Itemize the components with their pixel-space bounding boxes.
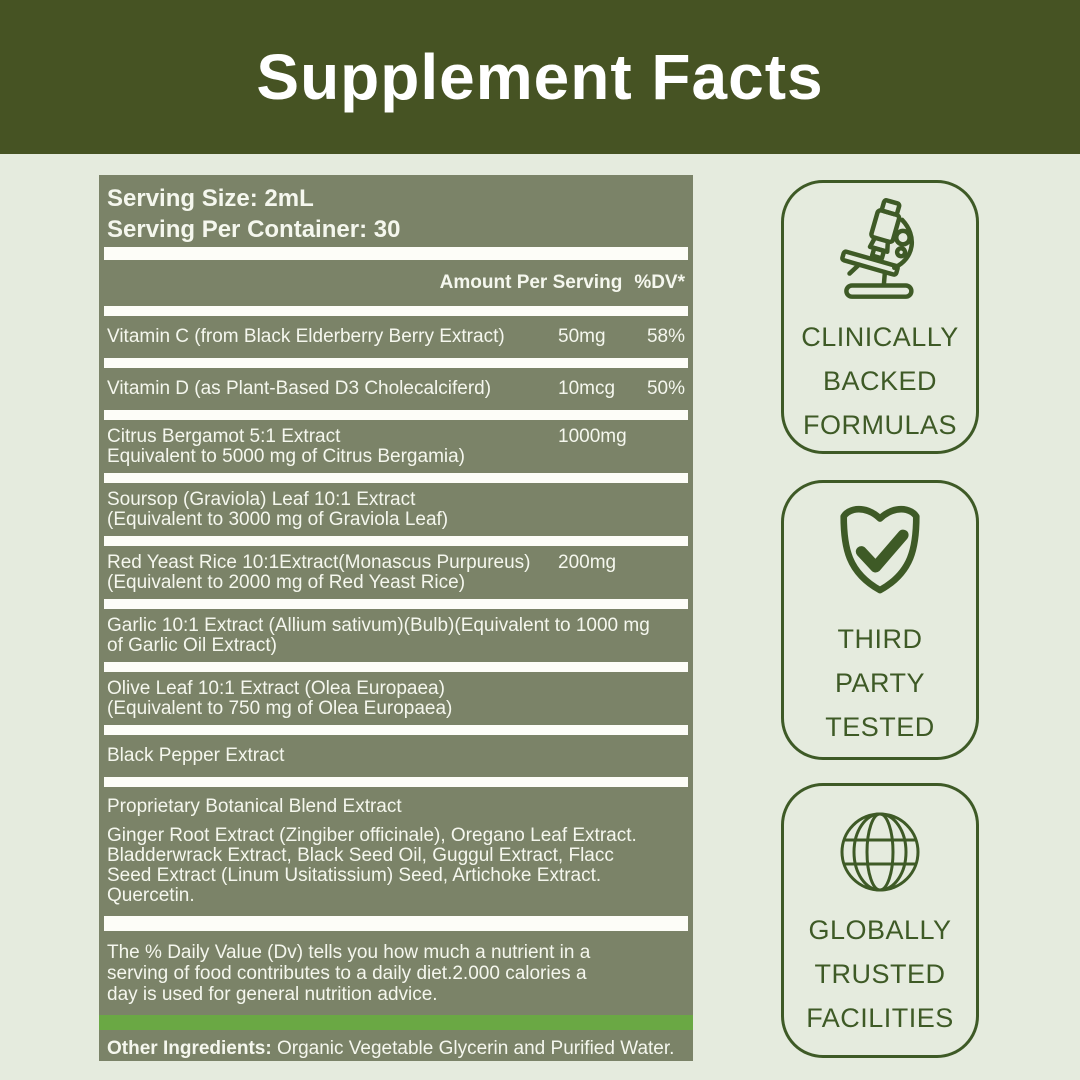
badge-label-line: TRUSTED (814, 959, 946, 989)
divider-bar (104, 247, 688, 260)
column-header-amount: Amount Per Serving (439, 272, 623, 293)
nutrient-row-vitamin-c (99, 316, 693, 358)
footnote-line: serving of food contributes to a daily diet.2.000 calories a (107, 963, 587, 984)
nutrient-dv: 50% (646, 378, 685, 399)
column-header-row (99, 260, 693, 306)
badge-label-line: BACKED (822, 366, 938, 396)
divider-bar (104, 777, 688, 787)
proprietary-blend-section (99, 787, 693, 916)
microscope-icon (824, 197, 936, 309)
badge-globally-trusted (781, 783, 979, 1058)
shield-check-icon (825, 501, 935, 611)
supplement-facts-panel (99, 175, 693, 1061)
other-ingredients-label: Other Ingredients: (107, 1038, 272, 1059)
blend-body-line: Ginger Root Extract (Zingiber officinale), Oregano Leaf Extract. (107, 825, 637, 846)
nutrient-amount: 1000mg (558, 426, 627, 447)
column-header-dv: %DV* (634, 272, 685, 293)
badge-label-line: PARTY (834, 668, 925, 698)
badge-clinically-backed (781, 180, 979, 454)
nutrient-dv: 58% (646, 326, 685, 347)
blend-title: Proprietary Botanical Blend Extract (107, 796, 402, 817)
nutrient-subtext: (Equivalent to 2000 mg of Red Yeast Rice) (107, 572, 466, 593)
nutrient-row-black-pepper (99, 735, 693, 777)
divider-bar (104, 410, 688, 420)
divider-bar (104, 306, 688, 316)
serving-info (99, 175, 693, 247)
nutrient-name: Vitamin C (from Black Elderberry Berry Extract) (107, 326, 505, 347)
divider-bar (104, 916, 688, 931)
nutrient-row-garlic (99, 609, 693, 662)
blend-body-line: Quercetin. (107, 885, 195, 906)
serving-per-container-line: Serving Per Container: 30 (107, 216, 401, 243)
badge-label-line: GLOBALLY (808, 915, 952, 945)
nutrient-row-red-yeast-rice (99, 546, 693, 599)
divider-bar (104, 358, 688, 368)
other-ingredients (99, 1030, 693, 1061)
badge-label (806, 908, 954, 1040)
green-accent-bar (99, 1015, 693, 1030)
nutrient-name: Soursop (Graviola) Leaf 10:1 Extract (107, 489, 416, 510)
nutrient-subtext: of Garlic Oil Extract) (107, 635, 277, 656)
blend-body-line: Bladderwrack Extract, Black Seed Oil, Guggul Extract, Flacc (107, 845, 614, 866)
nutrient-subtext: (Equivalent to 750 mg of Olea Europaea) (107, 698, 453, 719)
nutrient-row-citrus-bergamot (99, 420, 693, 473)
badge-label-line: THIRD (837, 624, 923, 654)
nutrient-name: Citrus Bergamot 5:1 Extract (107, 426, 341, 447)
nutrient-row-olive-leaf (99, 672, 693, 725)
nutrient-amount: 50mg (558, 326, 606, 347)
badge-label-line: TESTED (825, 712, 935, 742)
nutrient-row-vitamin-d (99, 368, 693, 410)
footnote-line: day is used for general nutrition advice. (107, 984, 438, 1005)
footnote-line: The % Daily Value (Dv) tells you how much a nutrient in a (107, 942, 591, 963)
nutrient-amount: 200mg (558, 552, 617, 573)
nutrient-name: Olive Leaf 10:1 Extract (Olea Europaea) (107, 678, 445, 699)
header-band (0, 0, 1080, 154)
badge-label-line: FORMULAS (802, 410, 958, 440)
divider-bar (104, 473, 688, 483)
badge-label-line: CLINICALLY (801, 322, 959, 352)
divider-bar (104, 662, 688, 672)
nutrient-amount: 10mcg (558, 378, 616, 399)
nutrient-name: Black Pepper Extract (107, 745, 285, 766)
blend-body-line: Seed Extract (Linum Usitatissium) Seed, Artichoke Extract. (107, 865, 602, 886)
nutrient-subtext: Equivalent to 5000 mg of Citrus Bergamia) (107, 446, 466, 467)
badge-third-party (781, 480, 979, 760)
badge-label (825, 617, 935, 749)
globe-icon (830, 802, 930, 902)
serving-size-line: Serving Size: 2mL (107, 185, 314, 212)
badge-label (801, 315, 959, 447)
divider-bar (104, 599, 688, 609)
nutrient-name: Vitamin D (as Plant-Based D3 Cholecalciferd) (107, 378, 492, 399)
other-ingredients-text: Organic Vegetable Glycerin and Purified Water. (271, 1038, 675, 1059)
badge-label-line: FACILITIES (806, 1003, 954, 1033)
nutrient-name: Red Yeast Rice 10:1Extract(Monascus Purpureus) (107, 552, 531, 573)
divider-bar (104, 536, 688, 546)
page-title: Supplement Facts (256, 41, 824, 113)
divider-bar (104, 725, 688, 735)
nutrient-subtext: (Equivalent to 3000 mg of Graviola Leaf) (107, 509, 449, 530)
nutrient-name: Garlic 10:1 Extract (Allium sativum)(Bulb)(Equivalent to 1000 mg (107, 615, 650, 636)
nutrient-row-soursop (99, 483, 693, 536)
daily-value-footnote (99, 931, 693, 1015)
